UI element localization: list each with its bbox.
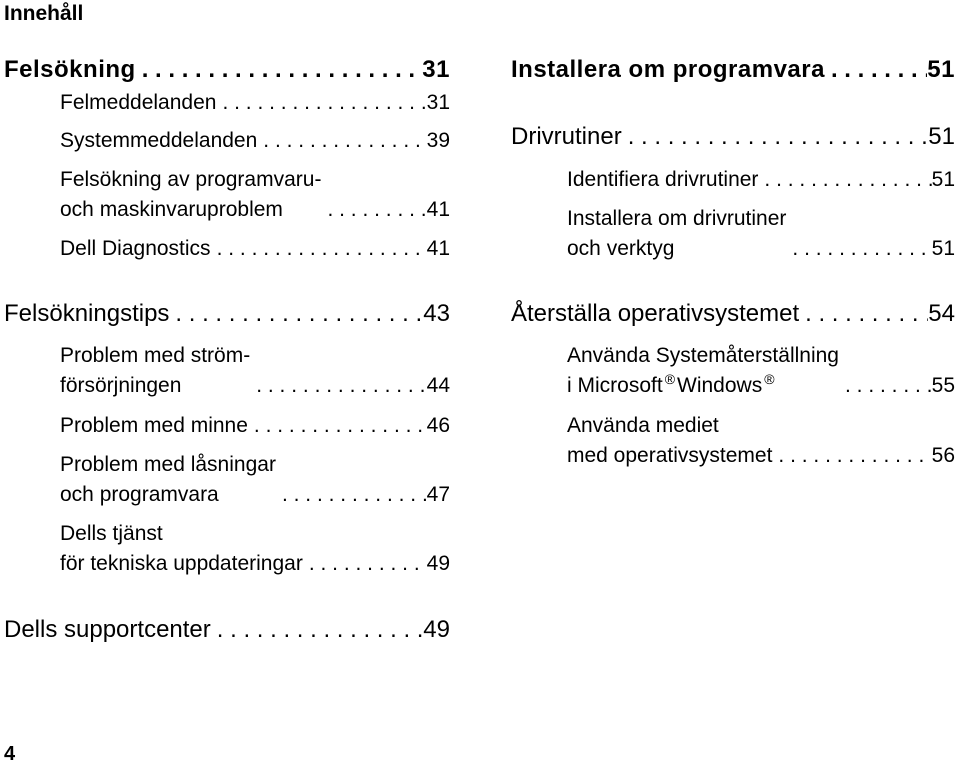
toc-entry-error-messages[interactable] — [4, 88, 450, 118]
toc-entry-title: i Microsoft — [567, 374, 663, 397]
leader-dots — [839, 371, 932, 401]
toc-page-number: 44 — [426, 374, 450, 397]
leader-dots — [169, 299, 423, 329]
toc-entry-identify-drivers[interactable] — [511, 165, 955, 195]
toc-entry-memory-problems[interactable] — [4, 411, 450, 441]
toc-page-number: 31 — [426, 91, 450, 114]
toc-entry-title: Felmeddelanden — [60, 91, 217, 114]
toc-entry-title: Problem med minne — [60, 414, 248, 437]
toc-page-number: 49 — [423, 616, 450, 643]
toc-entry-title: med operativsystemet — [567, 444, 773, 467]
leader-dots — [622, 122, 929, 152]
leader-dots — [303, 549, 427, 579]
toc-entry-title: Återställa operativsystemet — [511, 300, 800, 327]
toc-entry-dell-diagnostics[interactable] — [4, 234, 450, 264]
toc-entry-os-media[interactable] — [511, 411, 955, 471]
leader-dots — [211, 615, 424, 645]
toc-entry-title: Dell Diagnostics — [60, 237, 211, 260]
leader-dots — [257, 126, 426, 156]
leader-dots — [772, 441, 931, 471]
toc-page-number: 51 — [931, 168, 955, 191]
toc-entry-troubleshooting-tips[interactable] — [4, 299, 450, 329]
toc-entry-support-center[interactable] — [4, 615, 450, 645]
toc-entry-title: Felsökningstips — [4, 300, 170, 327]
toc-entry-title: Felsökning — [4, 56, 136, 83]
toc-entry-title-line1: Använda Systemåterställning — [567, 344, 839, 367]
toc-entry-title-line1: Felsökning av programvaru- — [60, 168, 322, 191]
toc-page-number: 56 — [931, 444, 955, 467]
registered-mark: ® — [664, 371, 676, 387]
toc-page-number: 41 — [426, 198, 450, 221]
toc-entry-title: Systemmeddelanden — [60, 129, 258, 152]
toc-entry-title: och verktyg — [567, 237, 675, 260]
toc-entry-software-hardware[interactable] — [4, 165, 450, 225]
toc-entry-reinstall-software[interactable] — [511, 55, 955, 85]
toc-entry-drivers[interactable] — [511, 122, 955, 152]
registered-mark: ® — [764, 371, 775, 387]
leader-dots — [211, 234, 427, 264]
page-number: 4 — [4, 743, 16, 765]
toc-page-number: 47 — [426, 483, 450, 506]
toc-entry-title: och programvara — [60, 483, 219, 506]
leader-dots — [136, 55, 423, 85]
leader-dots — [276, 480, 427, 510]
section-header: Innehåll — [4, 2, 84, 25]
toc-page-number: 54 — [928, 300, 955, 327]
toc-page-number: 49 — [426, 552, 450, 575]
toc-entry-restore-os[interactable] — [511, 299, 955, 329]
toc-page-number: 39 — [426, 129, 450, 152]
leader-dots — [250, 371, 426, 401]
toc-entry-title: försörjningen — [60, 374, 182, 397]
leader-dots — [825, 55, 927, 85]
toc-entry-power-problems[interactable] — [4, 341, 450, 401]
toc-entry-reinstall-drivers[interactable] — [511, 204, 955, 264]
toc-entry-title-line1: Installera om drivrutiner — [567, 207, 787, 230]
toc-page-number: 43 — [423, 300, 450, 327]
leader-dots — [248, 411, 427, 441]
toc-entry-technical-update-service[interactable] — [4, 519, 450, 579]
toc-page-number: 55 — [931, 374, 955, 397]
leader-dots — [321, 195, 426, 225]
toc-entry-title: och maskinvaruproblem — [60, 198, 283, 221]
toc-entry-title: Dells supportcenter — [4, 616, 211, 643]
toc-page-number: 51 — [927, 56, 955, 83]
leader-dots — [758, 165, 931, 195]
toc-entry-system-restore[interactable] — [511, 341, 955, 401]
toc-entry-title-line1: Använda mediet — [567, 414, 719, 437]
toc-page-number: 41 — [426, 237, 450, 260]
leader-dots — [216, 88, 426, 118]
toc-page-number: 51 — [931, 237, 955, 260]
toc-entry-title-part2: Windows — [677, 374, 763, 397]
toc-entry-title: Installera om programvara — [511, 56, 825, 83]
toc-entry-title: Identifiera drivrutiner — [567, 168, 759, 191]
toc-page-number: 46 — [426, 414, 450, 437]
toc-page-number: 31 — [422, 56, 450, 83]
toc-entry-lockups-software[interactable] — [4, 450, 450, 510]
toc-entry-title-line1: Problem med låsningar — [60, 453, 276, 476]
leader-dots — [799, 299, 928, 329]
toc-entry-system-messages[interactable] — [4, 126, 450, 156]
toc-entry-troubleshooting[interactable] — [4, 55, 450, 85]
toc-entry-title-line1: Dells tjänst — [60, 522, 163, 545]
toc-page-number: 51 — [928, 123, 955, 150]
toc-entry-title: Drivrutiner — [511, 123, 622, 150]
leader-dots — [786, 234, 931, 264]
toc-entry-title-line1: Problem med ström- — [60, 344, 251, 367]
toc-entry-title: för tekniska uppdateringar — [60, 552, 303, 575]
